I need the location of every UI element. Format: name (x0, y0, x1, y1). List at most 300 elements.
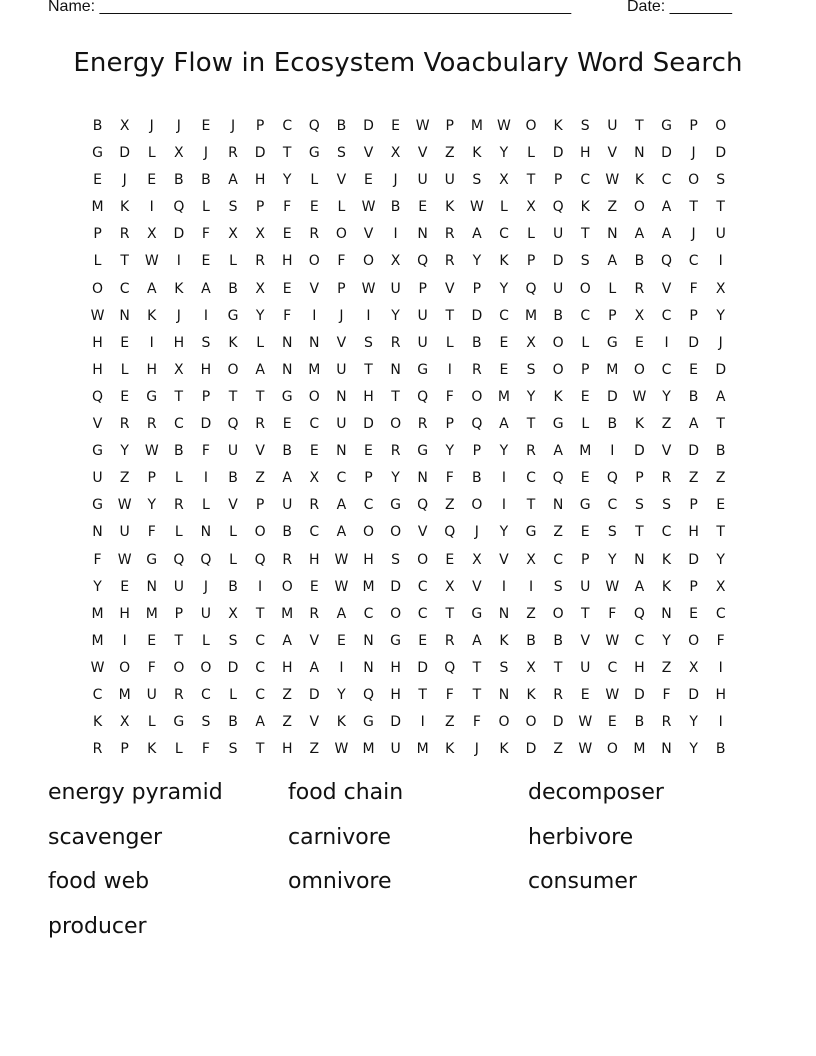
grid-letter: A (228, 172, 238, 189)
grid-letter: N (336, 388, 347, 405)
grid-letter: I (366, 307, 371, 324)
grid-letter: E (716, 497, 726, 514)
grid-letter: O (254, 524, 266, 541)
grid-letter: J (474, 741, 479, 758)
grid-letter: G (92, 497, 103, 514)
grid-letter: V (309, 280, 320, 297)
grid-letter: B (688, 388, 699, 405)
grid-letter: U (92, 470, 103, 487)
grid-letter: E (580, 524, 590, 541)
grid-letter: H (281, 659, 293, 676)
grid-letter: C (580, 307, 591, 324)
grid-letter: R (417, 416, 428, 433)
grid-letter: Y (526, 388, 536, 405)
grid-letter: P (445, 416, 454, 433)
grid-letter: G (579, 497, 591, 514)
grid-letter: T (716, 416, 725, 433)
grid-letter: C (363, 605, 374, 622)
grid-letter: F (445, 470, 454, 487)
grid-letter: P (608, 307, 617, 324)
grid-letter: I (664, 334, 669, 351)
grid-letter: I (718, 659, 723, 676)
grid-letter: Y (337, 686, 346, 703)
grid-letter: I (718, 714, 723, 731)
grid-letter: J (203, 578, 208, 595)
grid-row (84, 655, 734, 682)
grid-row (84, 113, 734, 140)
grid-letter: I (420, 714, 425, 731)
grid-letter: Z (282, 714, 292, 731)
grid-letter: E (282, 280, 292, 297)
grid-row (84, 492, 734, 519)
grid-letter: E (634, 334, 644, 351)
grid-letter: D (390, 714, 401, 731)
grid-letter: H (634, 659, 645, 676)
grid-letter: K (661, 551, 672, 568)
grid-letter: B (715, 741, 726, 758)
grid-letter: L (229, 253, 237, 270)
grid-letter: O (390, 416, 402, 433)
grid-letter: F (472, 714, 481, 731)
grid-letter: B (201, 172, 211, 189)
grid-letter: A (309, 659, 320, 676)
grid-row (84, 248, 734, 275)
grid-letter: G (471, 605, 483, 622)
grid-letter: I (501, 497, 507, 514)
grid-letter: E (580, 686, 590, 703)
grid-letter: O (119, 659, 131, 676)
grid-letter: Q (227, 416, 239, 433)
grid-row (84, 736, 734, 763)
grid-letter: P (553, 172, 563, 189)
grid-letter: G (146, 388, 158, 405)
grid-letter: K (499, 632, 509, 649)
grid-letter: M (118, 686, 131, 703)
grid-letter: R (444, 226, 455, 243)
grid-letter: J (474, 524, 479, 541)
grid-letter: C (499, 226, 509, 243)
grid-letter: F (662, 686, 671, 703)
grid-letter: F (201, 226, 210, 243)
grid-letter: V (309, 632, 320, 649)
grid-letter: O (417, 551, 429, 568)
grid-letter: O (390, 605, 402, 622)
grid-letter: K (445, 741, 455, 758)
grid-letter: V (363, 226, 374, 243)
grid-letter: I (122, 632, 127, 649)
grid-letter: O (498, 714, 510, 731)
grid-letter: G (661, 118, 672, 134)
grid-letter: N (281, 334, 293, 351)
date-field-label[interactable]: Date: _______ (627, 0, 732, 15)
grid-letter: J (230, 118, 236, 134)
grid-letter: C (309, 524, 320, 541)
grid-letter: O (471, 497, 483, 514)
grid-letter: E (689, 361, 699, 378)
grid-letter: P (581, 551, 590, 568)
grid-letter: X (119, 118, 130, 134)
grid-row (84, 357, 734, 384)
grid-letter: B (634, 253, 645, 270)
grid-letter: Y (472, 253, 482, 270)
grid-letter: G (92, 145, 103, 162)
grid-letter: I (258, 578, 263, 595)
grid-letter: E (580, 388, 590, 405)
grid-letter: U (227, 443, 239, 460)
grid-letter: D (552, 253, 564, 270)
grid-letter: N (498, 605, 510, 622)
grid-letter: Y (608, 551, 617, 568)
grid-letter: I (149, 199, 154, 216)
grid-letter: T (174, 632, 184, 649)
grid-letter: X (444, 578, 455, 595)
name-field-label[interactable]: Name: _____________________________________________________ (48, 0, 572, 15)
grid-letter: R (119, 416, 130, 433)
grid-letter: T (391, 388, 400, 405)
grid-letter: E (336, 632, 346, 649)
grid-letter: U (282, 497, 293, 514)
grid-letter: G (363, 714, 374, 731)
grid-letter: P (147, 470, 156, 487)
grid-letter: S (526, 361, 536, 378)
grid-letter: K (634, 172, 645, 189)
grid-letter: C (255, 659, 265, 676)
grid-letter: E (580, 470, 590, 487)
grid-letter: H (281, 741, 293, 758)
grid-letter: Y (662, 632, 671, 649)
grid-letter: K (499, 741, 509, 758)
grid-letter: J (203, 145, 208, 162)
grid-letter: T (580, 605, 590, 622)
grid-letter: E (147, 632, 157, 649)
grid-letter: L (147, 145, 156, 162)
grid-letter: H (579, 145, 591, 162)
grid-letter: L (147, 714, 156, 731)
grid-letter: T (553, 659, 563, 676)
grid-letter: Y (499, 443, 509, 460)
grid-letter: W (605, 578, 620, 595)
grid-letter: E (499, 334, 509, 351)
grid-letter: V (661, 443, 672, 460)
grid-letter: J (691, 226, 696, 243)
grid-letter: O (281, 578, 293, 595)
grid-letter: D (173, 226, 185, 243)
grid-letter: F (445, 686, 454, 703)
grid-letter: E (309, 199, 319, 216)
grid-letter: U (173, 578, 184, 595)
grid-letter: V (92, 416, 103, 433)
grid-letter: L (202, 199, 210, 216)
grid-letter: Q (173, 551, 185, 568)
grid-letter: H (715, 686, 726, 703)
grid-letter: P (174, 605, 184, 622)
word-list-item: food web (48, 869, 150, 894)
grid-letter: J (176, 118, 181, 134)
letter-grid (84, 113, 734, 763)
grid-letter: T (635, 118, 644, 134)
grid-letter: P (255, 199, 265, 216)
grid-letter: N (634, 145, 645, 162)
grid-letter: U (553, 280, 564, 297)
grid-letter: X (146, 226, 157, 243)
grid-letter: C (255, 632, 265, 649)
grid-letter: B (390, 199, 401, 216)
grid-letter: O (633, 199, 645, 216)
grid-letter: Z (688, 470, 699, 487)
grid-letter: H (363, 388, 374, 405)
grid-letter: S (228, 632, 238, 649)
grid-letter: Y (716, 551, 725, 568)
grid-letter: N (363, 659, 374, 676)
grid-letter: M (91, 632, 104, 649)
grid-letter: C (715, 605, 726, 622)
grid-letter: Z (715, 470, 726, 487)
grid-letter: R (661, 470, 672, 487)
grid-letter: C (336, 470, 347, 487)
grid-letter: P (472, 443, 482, 460)
grid-letter: F (283, 307, 292, 324)
grid-letter: X (390, 145, 401, 162)
grid-letter: Z (661, 659, 672, 676)
grid-letter: Y (499, 524, 509, 541)
grid-letter: A (634, 578, 645, 595)
grid-letter: E (499, 361, 509, 378)
grid-letter: B (174, 172, 184, 189)
grid-letter: E (418, 199, 428, 216)
grid-letter: S (580, 253, 590, 270)
grid-letter: O (633, 361, 645, 378)
word-list-item: producer (48, 913, 147, 939)
grid-letter: G (606, 334, 618, 351)
grid-letter: E (309, 578, 319, 595)
grid-letter: S (499, 659, 509, 676)
grid-letter: W (334, 578, 349, 595)
grid-letter: W (90, 659, 105, 676)
grid-letter: E (364, 443, 373, 460)
grid-letter: L (527, 145, 535, 162)
grid-letter: N (417, 470, 428, 487)
grid-letter: R (173, 497, 184, 514)
grid-letter: V (417, 524, 428, 541)
grid-letter: O (715, 118, 727, 134)
grid-letter: I (393, 226, 398, 243)
grid-letter: P (689, 118, 698, 134)
grid-letter: S (634, 497, 644, 514)
grid-letter: O (362, 524, 374, 541)
grid-letter: K (472, 145, 482, 162)
grid-letter: M (470, 118, 483, 134)
grid-letter: C (201, 686, 211, 703)
grid-letter: F (147, 524, 156, 541)
grid-letter: C (607, 497, 618, 514)
grid-letter: C (661, 524, 672, 541)
grid-letter: T (364, 361, 373, 378)
grid-letter: P (689, 497, 698, 514)
grid-letter: O (579, 280, 591, 297)
grid-letter: D (363, 118, 374, 134)
grid-letter: W (334, 551, 349, 568)
grid-letter: L (527, 226, 535, 243)
grid-letter: R (309, 605, 320, 622)
grid-letter: D (688, 334, 699, 351)
grid-letter: I (528, 578, 534, 595)
grid-row (84, 303, 734, 330)
grid-letter: S (716, 172, 726, 189)
grid-letter: I (447, 361, 452, 378)
grid-letter: L (608, 280, 617, 297)
grid-letter: Y (716, 307, 725, 324)
grid-letter: O (227, 361, 239, 378)
grid-letter: O (308, 253, 320, 270)
grid-letter: A (715, 388, 726, 405)
grid-letter: X (255, 280, 265, 297)
grid-letter: P (337, 280, 346, 297)
grid-letter: B (282, 443, 292, 460)
grid-row (84, 384, 734, 411)
grid-letter: T (689, 199, 698, 216)
grid-letter: J (176, 307, 181, 324)
grid-letter: B (634, 714, 645, 731)
grid-letter: O (308, 388, 320, 405)
grid-letter: N (607, 226, 618, 243)
grid-letter: N (634, 551, 645, 568)
grid-letter: T (445, 605, 455, 622)
grid-letter: P (93, 226, 102, 243)
grid-letter: U (390, 280, 401, 297)
grid-letter: Z (553, 524, 563, 541)
grid-letter: K (174, 280, 184, 297)
grid-letter: N (336, 443, 347, 460)
grid-letter: N (661, 741, 672, 758)
grid-letter: F (337, 253, 346, 270)
grid-letter: W (117, 497, 132, 514)
grid-letter: B (228, 280, 238, 297)
grid-letter: S (553, 578, 563, 595)
grid-letter: T (174, 388, 184, 405)
grid-letter: D (227, 659, 239, 676)
grid-letter: O (552, 334, 564, 351)
grid-letter: N (390, 361, 401, 378)
grid-letter: O (362, 253, 374, 270)
grid-letter: K (526, 686, 536, 703)
grid-letter: X (174, 361, 184, 378)
grid-letter: D (200, 416, 212, 433)
grid-letter: Q (308, 118, 320, 134)
grid-letter: E (120, 388, 130, 405)
grid-letter: K (92, 714, 103, 731)
grid-letter: R (173, 686, 184, 703)
grid-letter: W (605, 686, 620, 703)
grid-letter: G (281, 388, 293, 405)
grid-letter: T (716, 199, 725, 216)
grid-letter: S (201, 334, 211, 351)
grid-letter: N (363, 632, 374, 649)
grid-letter: V (309, 714, 320, 731)
grid-letter: C (634, 632, 645, 649)
grid-letter: E (201, 118, 211, 134)
grid-letter: G (173, 714, 185, 731)
grid-letter: X (715, 280, 726, 297)
grid-letter: N (200, 524, 212, 541)
grid-letter: Y (499, 280, 509, 297)
grid-letter: D (688, 551, 699, 568)
grid-letter: W (497, 118, 511, 134)
grid-letter: G (92, 443, 103, 460)
grid-letter: J (393, 172, 398, 189)
grid-letter: E (282, 416, 292, 433)
grid-letter: L (229, 524, 237, 541)
grid-letter: G (552, 416, 564, 433)
grid-letter: O (335, 226, 347, 243)
grid-letter: D (688, 686, 699, 703)
grid-letter: N (661, 605, 672, 622)
grid-letter: V (228, 497, 238, 514)
grid-letter: C (553, 551, 564, 568)
grid-letter: L (174, 524, 183, 541)
grid-letter: E (364, 172, 373, 189)
grid-letter: O (688, 172, 700, 189)
grid-letter: Z (309, 741, 320, 758)
grid-letter: C (255, 686, 265, 703)
grid-letter: F (147, 659, 156, 676)
grid-letter: C (580, 172, 591, 189)
grid-letter: C (661, 361, 672, 378)
grid-letter: M (145, 605, 158, 622)
grid-letter: O (552, 361, 564, 378)
grid-letter: P (418, 280, 427, 297)
page-title: Energy Flow in Ecosystem Voacbulary Word Search (73, 48, 743, 78)
grid-letter: L (93, 253, 102, 270)
grid-letter: W (469, 199, 484, 216)
grid-letter: B (228, 470, 238, 487)
grid-letter: X (255, 226, 265, 243)
grid-letter: Q (552, 199, 564, 216)
grid-letter: T (228, 388, 238, 405)
grid-letter: Y (282, 172, 292, 189)
grid-letter: U (417, 307, 428, 324)
grid-letter: C (119, 280, 130, 297)
grid-letter: A (336, 524, 347, 541)
word-list-item: energy pyramid (48, 780, 223, 805)
grid-letter: Q (444, 659, 456, 676)
grid-letter: S (201, 714, 211, 731)
grid-letter: O (173, 659, 185, 676)
grid-letter: J (149, 118, 154, 134)
grid-letter: C (173, 416, 184, 433)
grid-letter: G (308, 145, 320, 162)
grid-letter: Z (444, 714, 455, 731)
grid-letter: W (334, 741, 349, 758)
grid-row (84, 194, 734, 221)
grid-letter: D (119, 145, 131, 162)
grid-letter: A (661, 199, 672, 216)
grid-letter: V (444, 280, 455, 297)
grid-letter: P (526, 253, 536, 270)
grid-letter: V (336, 172, 347, 189)
grid-letter: E (282, 226, 292, 243)
grid-letter: O (92, 280, 104, 297)
grid-letter: L (310, 172, 319, 189)
grid-letter: X (499, 172, 509, 189)
grid-letter: M (606, 361, 619, 378)
grid-letter: W (578, 741, 593, 758)
grid-letter: D (552, 145, 564, 162)
grid-letter: N (146, 578, 157, 595)
grid-row (84, 167, 734, 194)
grid-letter: W (578, 714, 593, 731)
grid-letter: A (661, 226, 672, 243)
grid-letter: Y (689, 741, 698, 758)
